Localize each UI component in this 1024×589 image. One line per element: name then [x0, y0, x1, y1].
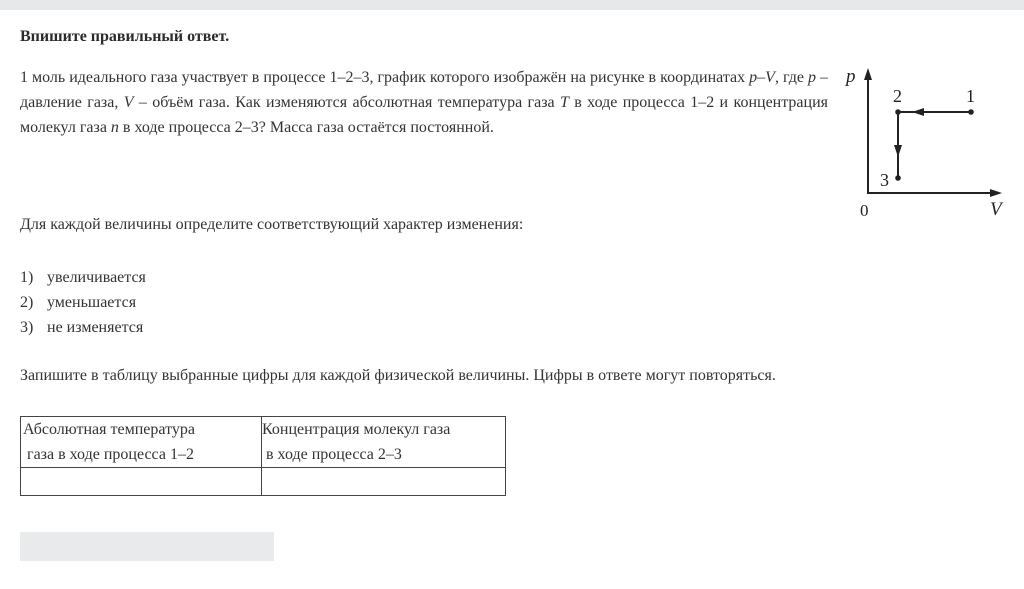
point-1: [968, 109, 974, 115]
submit-button[interactable]: [20, 532, 274, 561]
point-2-label: 2: [893, 86, 902, 106]
p-axis-label: p: [846, 66, 856, 87]
option-text: увеличивается: [47, 269, 146, 286]
p-axis-arrow: [864, 68, 872, 80]
arrow-1-2: [912, 108, 924, 116]
question-part: , где: [774, 69, 808, 86]
option-number: 1): [20, 269, 34, 286]
v-symbol: V: [123, 94, 134, 111]
v-axis-arrow: [990, 189, 1002, 197]
header-line: газа в ходе процесса 1–2: [23, 446, 194, 463]
question-part: – объём газа. Как изменяются абсолютная температура газа: [133, 94, 560, 111]
answer-cell-concentration[interactable]: [262, 468, 506, 496]
question-part: 1 моль идеального газа участвует в процессе 1–2–3, график которого изображён на рисунке в координатах: [20, 69, 750, 86]
n-symbol: n: [110, 119, 119, 136]
column-header-temperature: [21, 417, 262, 468]
header-line: Концентрация молекул газа: [262, 421, 451, 438]
instruction-heading: Впишите правильный ответ.: [20, 28, 230, 45]
point-3: [895, 175, 901, 181]
pv-diagram: [840, 62, 1010, 222]
header-line: Абсолютная температура: [23, 421, 195, 438]
pv-symbol: p–V: [749, 69, 775, 86]
option-item: [20, 290, 146, 315]
option-text: уменьшается: [47, 294, 137, 311]
answer-cell-temperature[interactable]: [21, 468, 262, 496]
answer-table: [20, 416, 506, 496]
top-bar: [0, 0, 1024, 10]
answer-input-concentration[interactable]: [262, 468, 505, 495]
option-item: [20, 265, 146, 290]
arrow-2-3: [894, 145, 902, 157]
point-2: [895, 109, 901, 115]
question-text: [20, 65, 828, 140]
answer-input-temperature[interactable]: [23, 468, 261, 495]
option-item: [20, 315, 146, 340]
option-number: 3): [20, 319, 34, 336]
option-number: 2): [20, 294, 34, 311]
v-axis-label: V: [990, 199, 1002, 220]
origin-label: 0: [860, 201, 869, 220]
point-1-label: 1: [966, 86, 975, 106]
question-part: в ходе процесса 1–2 и концентрация молекул газа: [20, 94, 828, 136]
header-line: в ходе процесса 2–3: [262, 446, 402, 463]
option-text: не изменяется: [47, 319, 144, 336]
table-instruction: Запишите в таблицу выбранные цифры для каждой физической величины. Цифры в ответе могут повторяться.: [20, 367, 776, 384]
options-list: [20, 265, 146, 340]
instruction-prompt: Для каждой величины определите соответствующий характер изменения:: [20, 216, 524, 233]
question-part: – давление газа,: [20, 69, 829, 111]
t-symbol: T: [560, 94, 569, 111]
column-header-concentration: [262, 417, 506, 468]
question-part: в ходе процесса 2–3? Масса газа остаётся постоянной.: [118, 119, 494, 136]
p-symbol: p: [807, 69, 816, 86]
point-3-label: 3: [880, 170, 889, 190]
